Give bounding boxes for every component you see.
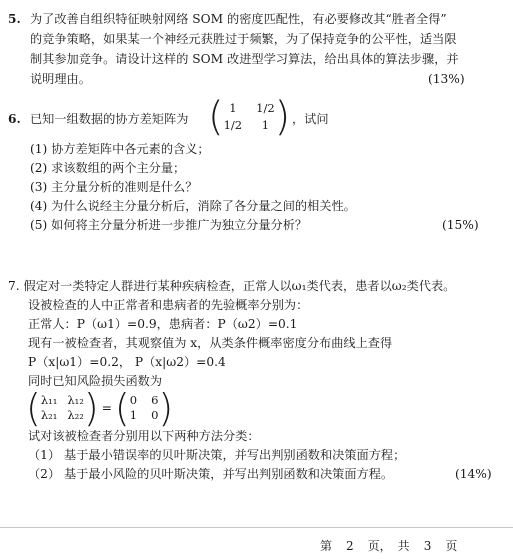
q6-number: 6. bbox=[8, 112, 21, 126]
value-matrix-grid bbox=[129, 392, 159, 422]
q6-item-1: (1) 协方差矩阵中各元素的含义； bbox=[30, 142, 210, 156]
q7-line-5: P（x|ω1）=0.2， P（x|ω2）=0.4 bbox=[28, 355, 226, 369]
q5-line-3: 制其参加竞争。请设计这样的 SOM 改进型学习算法，给出具体的算法步骤，并 bbox=[30, 52, 459, 66]
q6-item-2: (2) 求该数组的两个主分量； bbox=[30, 161, 186, 175]
matrix-cell: 1 bbox=[229, 101, 237, 115]
page-total: 3 bbox=[423, 539, 432, 553]
q7-item-1: （1） 基于最小错误率的贝叶斯决策，并写出判别函数和决策面方程； bbox=[28, 448, 406, 462]
left-paren: ( bbox=[208, 94, 224, 140]
q7-item-2: （2） 基于最小风险的贝叶斯决策，并写出判别函数和决策面方程。 bbox=[28, 467, 394, 481]
loss-function-matrix bbox=[26, 386, 174, 430]
footer-divider bbox=[0, 527, 513, 528]
value-cell: 0 bbox=[129, 392, 138, 407]
right-paren: ) bbox=[274, 94, 291, 140]
q5-number: 5. bbox=[8, 12, 21, 26]
q6-intro bbox=[30, 113, 188, 125]
footer-ye: 页， bbox=[367, 539, 392, 553]
q7-line-6: 同时已知风险损失函数为 bbox=[28, 374, 163, 388]
q6-item-3: (3) 主分量分析的准则是什么？ bbox=[30, 180, 198, 194]
q7-line-2: 设被检查的人中正常者和患病者的先验概率分别为： bbox=[28, 298, 309, 312]
matrix-cell: 1 bbox=[261, 117, 270, 132]
q5-line-2: 的竞争策略，如果某一个神经元获胜过于频繁，为了保持竞争的公平性，适当限 bbox=[30, 32, 457, 46]
value-cell: 0 bbox=[151, 408, 159, 422]
q6-item-5: (5) 如何将主分量分析进一步推广为独立分量分析？ bbox=[30, 218, 308, 232]
footer-gong: 共 bbox=[397, 539, 410, 553]
value-cell: 1 bbox=[129, 408, 138, 422]
matrix-cell: 1/2 bbox=[223, 117, 243, 132]
page-footer bbox=[320, 540, 457, 552]
q7-line-4: 现有一被检查者，其观察值为 x，从类条件概率密度分布曲线上查得 bbox=[28, 336, 393, 350]
right-paren: ) bbox=[158, 386, 174, 430]
lambda-cell: λ₁₂ bbox=[67, 392, 84, 407]
q7-line-7: 试对该被检查者分别用以下两种方法分类： bbox=[28, 429, 260, 443]
lambda-cell: λ₂₂ bbox=[67, 408, 84, 422]
right-paren: ) bbox=[83, 386, 99, 430]
left-paren: ( bbox=[114, 386, 130, 430]
page-number: 2 bbox=[346, 539, 354, 553]
covariance-matrix-grid bbox=[224, 103, 275, 131]
q6-item-4: (4) 为什么说经主分量分析后，消除了各分量之间的相关性。 bbox=[30, 199, 356, 213]
lambda-cell: λ₁₁ bbox=[40, 392, 58, 407]
q7-score: (14%) bbox=[455, 467, 492, 481]
footer-ye-end: 页 bbox=[445, 539, 458, 553]
footer-di: 第 bbox=[320, 539, 333, 553]
q5-score: (13%) bbox=[428, 72, 465, 86]
covariance-matrix bbox=[208, 94, 291, 140]
q6-intro-after: ，试问 bbox=[292, 112, 329, 126]
q6-intro-before: 已知一组数据的协方差矩阵为 bbox=[30, 112, 189, 126]
q6-score: (15%) bbox=[442, 218, 479, 232]
q5-line-4: 说明理由。 bbox=[30, 72, 91, 86]
lambda-matrix-grid bbox=[40, 392, 84, 422]
matrix-cell: 1/2 bbox=[256, 101, 275, 115]
q7-line-3: 正常人：P（ω1）=0.9，患病者：P（ω2）=0.1 bbox=[28, 317, 298, 331]
q5-line-1: 为了改善自组织特征映射网络 SOM 的密度匹配性，有必要修改其“胜者全得” bbox=[30, 12, 447, 26]
q7-line-1: 7. 假定对一类特定人群进行某种疾病检查，正常人以ω₁类代表，患者以ω₂类代表。 bbox=[8, 279, 456, 293]
left-paren: ( bbox=[26, 386, 41, 430]
value-cell: 6 bbox=[151, 392, 159, 407]
lambda-cell: λ₂₁ bbox=[40, 408, 58, 422]
equals-sign: = bbox=[101, 400, 112, 415]
